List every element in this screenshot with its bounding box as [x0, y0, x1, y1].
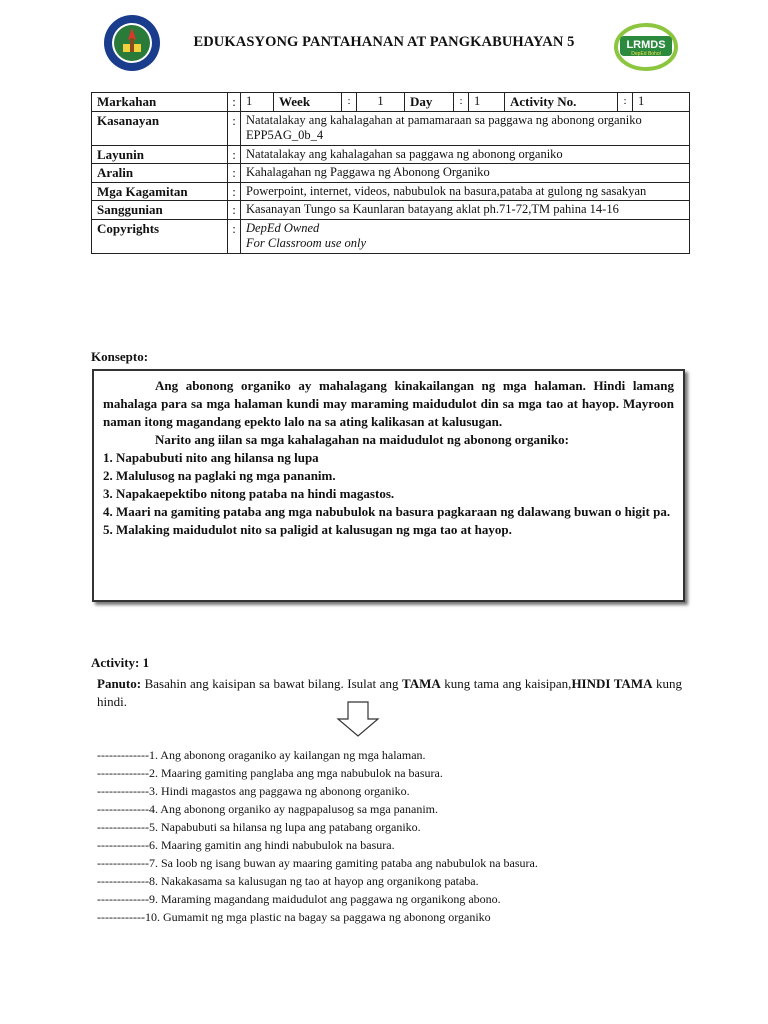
colon: :	[228, 111, 241, 145]
activity-heading: Activity: 1	[91, 655, 150, 670]
list-item: -------------6. Maaring gamitin ang hindi nabubulok na basura.	[97, 838, 395, 852]
panuto-text: kung tama ang kaisipan,	[440, 676, 572, 691]
copyright-owner: DepEd Owned	[246, 220, 320, 235]
list-item: -------------8. Nakakasama sa kalusugan ng tao at hayop ang organikong pataba.	[97, 874, 479, 888]
lrmds-logo-icon	[612, 20, 680, 72]
copyrights-label: Copyrights	[92, 219, 228, 253]
kasanayan-value: Natatalakay ang kahalagahan at pamamaraan sa paggawa ng abonong organiko	[246, 112, 642, 127]
colon: :	[454, 93, 469, 111]
day-label: Day	[405, 93, 454, 111]
table-row	[92, 219, 690, 253]
list-item: 1. Napabubuti nito ang hilansa ng lupa	[103, 450, 319, 465]
table-row	[92, 145, 690, 164]
concept-intro: Narito ang iilan sa mga kahalagahan na maidudulot ng abonong organiko:	[155, 432, 569, 447]
list-item: -------------9. Maraming magandang maidudulot ang paggawa ng organikong abono.	[97, 892, 501, 906]
layunin-value: Natatalakay ang kahalagahan sa paggawa ng abonong organiko	[241, 145, 690, 164]
panuto-text: kung hindi.	[97, 676, 683, 709]
list-item: -------------7. Sa loob ng isang buwan ay maaring gamiting pataba ang nabubulok na basura.	[97, 856, 538, 870]
table-row	[92, 93, 690, 112]
colon: :	[228, 145, 241, 164]
activity-items-list	[97, 746, 697, 926]
list-item: 5. Malaking maidudulot nito sa paligid at kalusugan ng mga tao at hayop.	[103, 522, 512, 537]
sanggunian-value: Kasanayan Tungo sa Kaunlaran batayang aklat ph.71-72,TM pahina 14-16	[241, 201, 690, 220]
table-row	[92, 164, 690, 183]
list-item: -------------2. Maaring gamiting panglaba ang mga nabubulok na basura.	[97, 766, 443, 780]
concept-box	[92, 369, 685, 602]
list-item: 2. Malulusog na paglaki ng mga pananim.	[103, 468, 336, 483]
colon: :	[228, 182, 241, 201]
table-row	[92, 111, 690, 145]
layunin-label: Layunin	[92, 145, 228, 164]
lrmds-logo-subtext: DepEd Bohol	[631, 51, 661, 57]
aralin-label: Aralin	[92, 164, 228, 183]
colon: :	[228, 201, 241, 220]
markahan-value: 1	[241, 93, 274, 111]
table-row	[92, 201, 690, 220]
hindi-tama-keyword: HINDI TAMA	[571, 676, 653, 691]
concept-paragraph: Ang abonong organiko ay mahalagang kinakailangan ng mga halaman. Hindi lamang mahalaga para sa mga halaman kundi may maraming maidudulot din sa mga tao at hayop. Mayroon naman itong magandang epekto lalo na sa ating kalikasan at kalusugan.	[103, 378, 674, 429]
markahan-label: Markahan	[92, 93, 228, 112]
list-item: -------------5. Napabubuti sa hilansa ng lupa ang patabang organiko.	[97, 820, 421, 834]
list-item: 4. Maari na gamiting pataba ang mga nabubulok na basura pagkaraan ng dalawang buwan o higit pa.	[103, 504, 671, 519]
activity-no-label: Activity No.	[505, 93, 618, 111]
copyright-usage: For Classroom use only	[246, 236, 367, 250]
aralin-value: Kahalagahan ng Paggawa ng Abonong Organiko	[241, 164, 690, 183]
kagamitan-value: Powerpoint, internet, videos, nabubulok na basura,pataba at gulong ng sasakyan	[241, 182, 690, 201]
colon: :	[228, 164, 241, 183]
week-value: 1	[357, 93, 405, 111]
colon: :	[342, 93, 357, 111]
lrmds-logo-text: LRMDS	[626, 39, 666, 51]
kagamitan-label: Mga Kagamitan	[92, 182, 228, 201]
activity-no-value: 1	[638, 94, 645, 108]
tama-keyword: TAMA	[401, 676, 441, 691]
kasanayan-label: Kasanayan	[92, 111, 228, 145]
sanggunian-label: Sanggunian	[92, 201, 228, 220]
panuto-text: Basahin ang kaisipan sa bawat bilang. Isulat ang	[141, 676, 402, 691]
page-title: EDUKASYONG PANTAHANAN AT PANGKABUHAYAN 5	[193, 34, 575, 50]
colon: :	[618, 93, 633, 111]
table-row	[92, 182, 690, 201]
kasanayan-code: EPP5AG_0b_4	[246, 128, 324, 142]
panuto-instructions	[97, 675, 682, 711]
list-item: -------------4. Ang abonong organiko ay nagpapalusog sa mga pananim.	[97, 802, 439, 816]
down-arrow-icon	[336, 701, 380, 737]
list-item: -------------3. Hindi magastos ang paggawa ng abonong organiko.	[97, 784, 410, 798]
colon: :	[228, 93, 241, 112]
week-label: Week	[274, 93, 342, 111]
list-item: -------------1. Ang abonong oraganiko ay kailangan ng mga halaman.	[97, 748, 426, 762]
panuto-label: Panuto:	[97, 676, 142, 691]
list-item: ------------10. Gumamit ng mga plastic na bagay sa paggawa ng abonong organiko	[97, 910, 491, 924]
konsepto-heading: Konsepto:	[91, 349, 149, 364]
list-item: 3. Napakaepektibo nitong pataba na hindi magastos.	[103, 486, 395, 501]
lesson-info-table	[91, 92, 690, 254]
colon: :	[228, 219, 241, 253]
day-value: 1	[469, 93, 505, 111]
